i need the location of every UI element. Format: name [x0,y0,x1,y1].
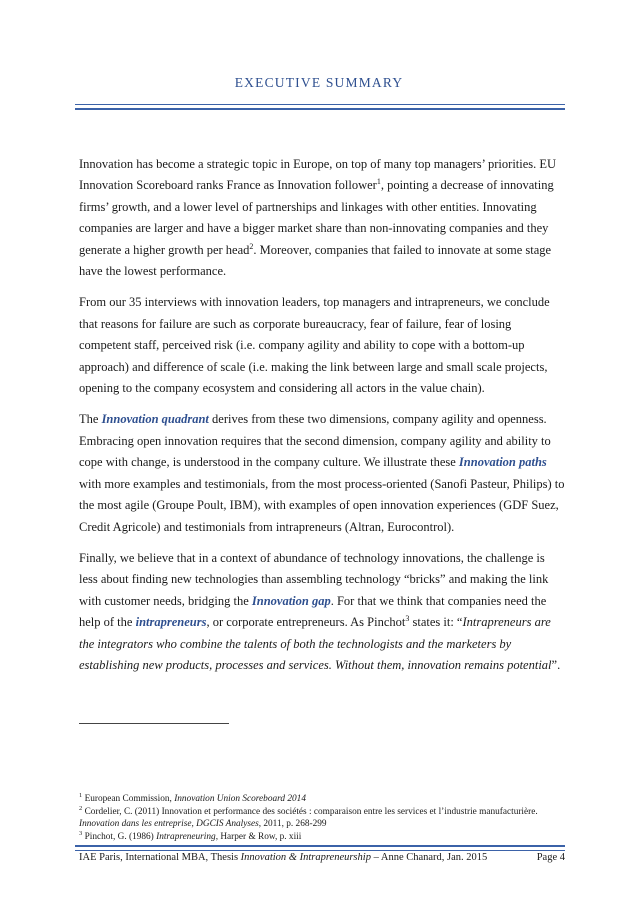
footnote-text: , Harper & Row, p. xiii [215,831,302,842]
p1-text-b: , pointing a decrease of innovating firms’ growth, and a lower level of partnerships and linkages with other entities. Innovating companies are larger and have a bigger market share than non-innovating companies and they generate a higher growth per head [79,178,554,257]
highlight-innovation-paths: Innovation paths [458,455,547,470]
footer-rule [75,845,565,851]
footnote-number: 3 [79,829,83,837]
p4-text-d: states it: “ [409,615,463,630]
footnote-number: 2 [79,804,83,812]
footnote-number: 1 [79,791,83,799]
footnote-title: Intrapreneuring [156,831,216,842]
paragraph-3 [79,409,565,537]
p3-text-a: The [79,412,102,427]
paragraph-1 [79,154,565,282]
footer-thesis-title: Innovation & Intrapreneurship [240,852,371,863]
footnote-2 [79,806,565,831]
pinchot-quote: Intrapreneurs are the integrators who combine the talents of both the technologists and the marketers by establishing new products, processes and services. Without them, innovation remains potential [79,615,552,672]
footnote-text: Cordelier, C. (2011) Innovation et performance des sociétés : comparaison entre les services et l’industrie manufacturière. [82,806,538,817]
p3-text-c: with more examples and testimonials, from the most process-oriented (Sanofi Pasteur, Philips) to the most agile (Groupe Poult, IBM), with examples of open innovation experiences (GDF Suez, Credit Agricole) and testimonials from intrapreneurs (Altran, Eurocontrol). [79,476,565,534]
footnote-ref-2[interactable]: 2 [249,241,254,251]
footnote-3 [79,831,565,844]
body-text [79,154,565,686]
paragraph-4 [79,548,565,676]
footnote-title: Innovation dans les entreprise, DGCIS Analyses [79,819,259,830]
footnote-separator [79,723,229,724]
page-footer [79,852,565,863]
footer-text: IAE Paris, International MBA, Thesis [79,852,241,863]
p4-text-e: ”. [551,657,561,672]
footnote-text: , 2011, p. 268-299 [258,819,327,830]
paragraph-2: From our 35 interviews with innovation leaders, top managers and intrapreneurs, we conclude that reasons for failure are such as corporate bureaucracy, fear of failure, fear of losing competent staff, perceived risk (i.e. company agility and ability to cope with a bottom-up approach) and difference of scale (i.e. making the link between large and small scale projects, opening to the company ecosystem and considering all actors in the value chain). [79,295,550,396]
p1-text-c: . Moreover, companies that failed to innovate at some stage have the lowest performance. [79,242,552,279]
footnote-text: Pinchot, G. (1986) [82,831,157,842]
highlight-intrapreneurs: intrapreneurs [135,615,207,630]
p4-text-a: Finally, we believe that in a context of abundance of technology innovations, the challenge is less about finding new technologies than assembling technology “bricks” and making the link with customer needs, bridging the [79,550,549,608]
p3-text-b: derives from these two dimensions, company agility and openness. Embracing open innovation requires that the second dimension, company agility and ability to cope with change, is understood in the company culture. We illustrate these [79,412,551,470]
footnote-ref-1[interactable]: 1 [376,177,381,187]
footnote-text: European Commission, [82,794,175,804]
page-number: Page 4 [536,852,565,863]
highlight-innovation-gap: Innovation gap [251,593,331,608]
footnotes [79,793,565,843]
footer-citation [79,852,487,863]
p4-text-b: . For that we think that companies need the help of the [79,593,547,630]
p1-text-a: Innovation has become a strategic topic in Europe, on top of many top managers’ priorities. EU Innovation Scoreboard ranks France as Innovation follower [79,157,557,193]
footnote-1 [79,793,565,806]
footnote-title: Innovation Union Scoreboard 2014 [174,794,306,804]
footnote-ref-3[interactable]: 3 [405,613,410,623]
page-title: EXECUTIVE SUMMARY [234,75,404,90]
p4-text-c: , or corporate entrepreneurs. As Pinchot [206,615,406,630]
footer-text: – Anne Chanard, Jan. 2015 [370,852,488,863]
highlight-innovation-quadrant: Innovation quadrant [101,412,209,427]
header-rule [75,104,565,110]
